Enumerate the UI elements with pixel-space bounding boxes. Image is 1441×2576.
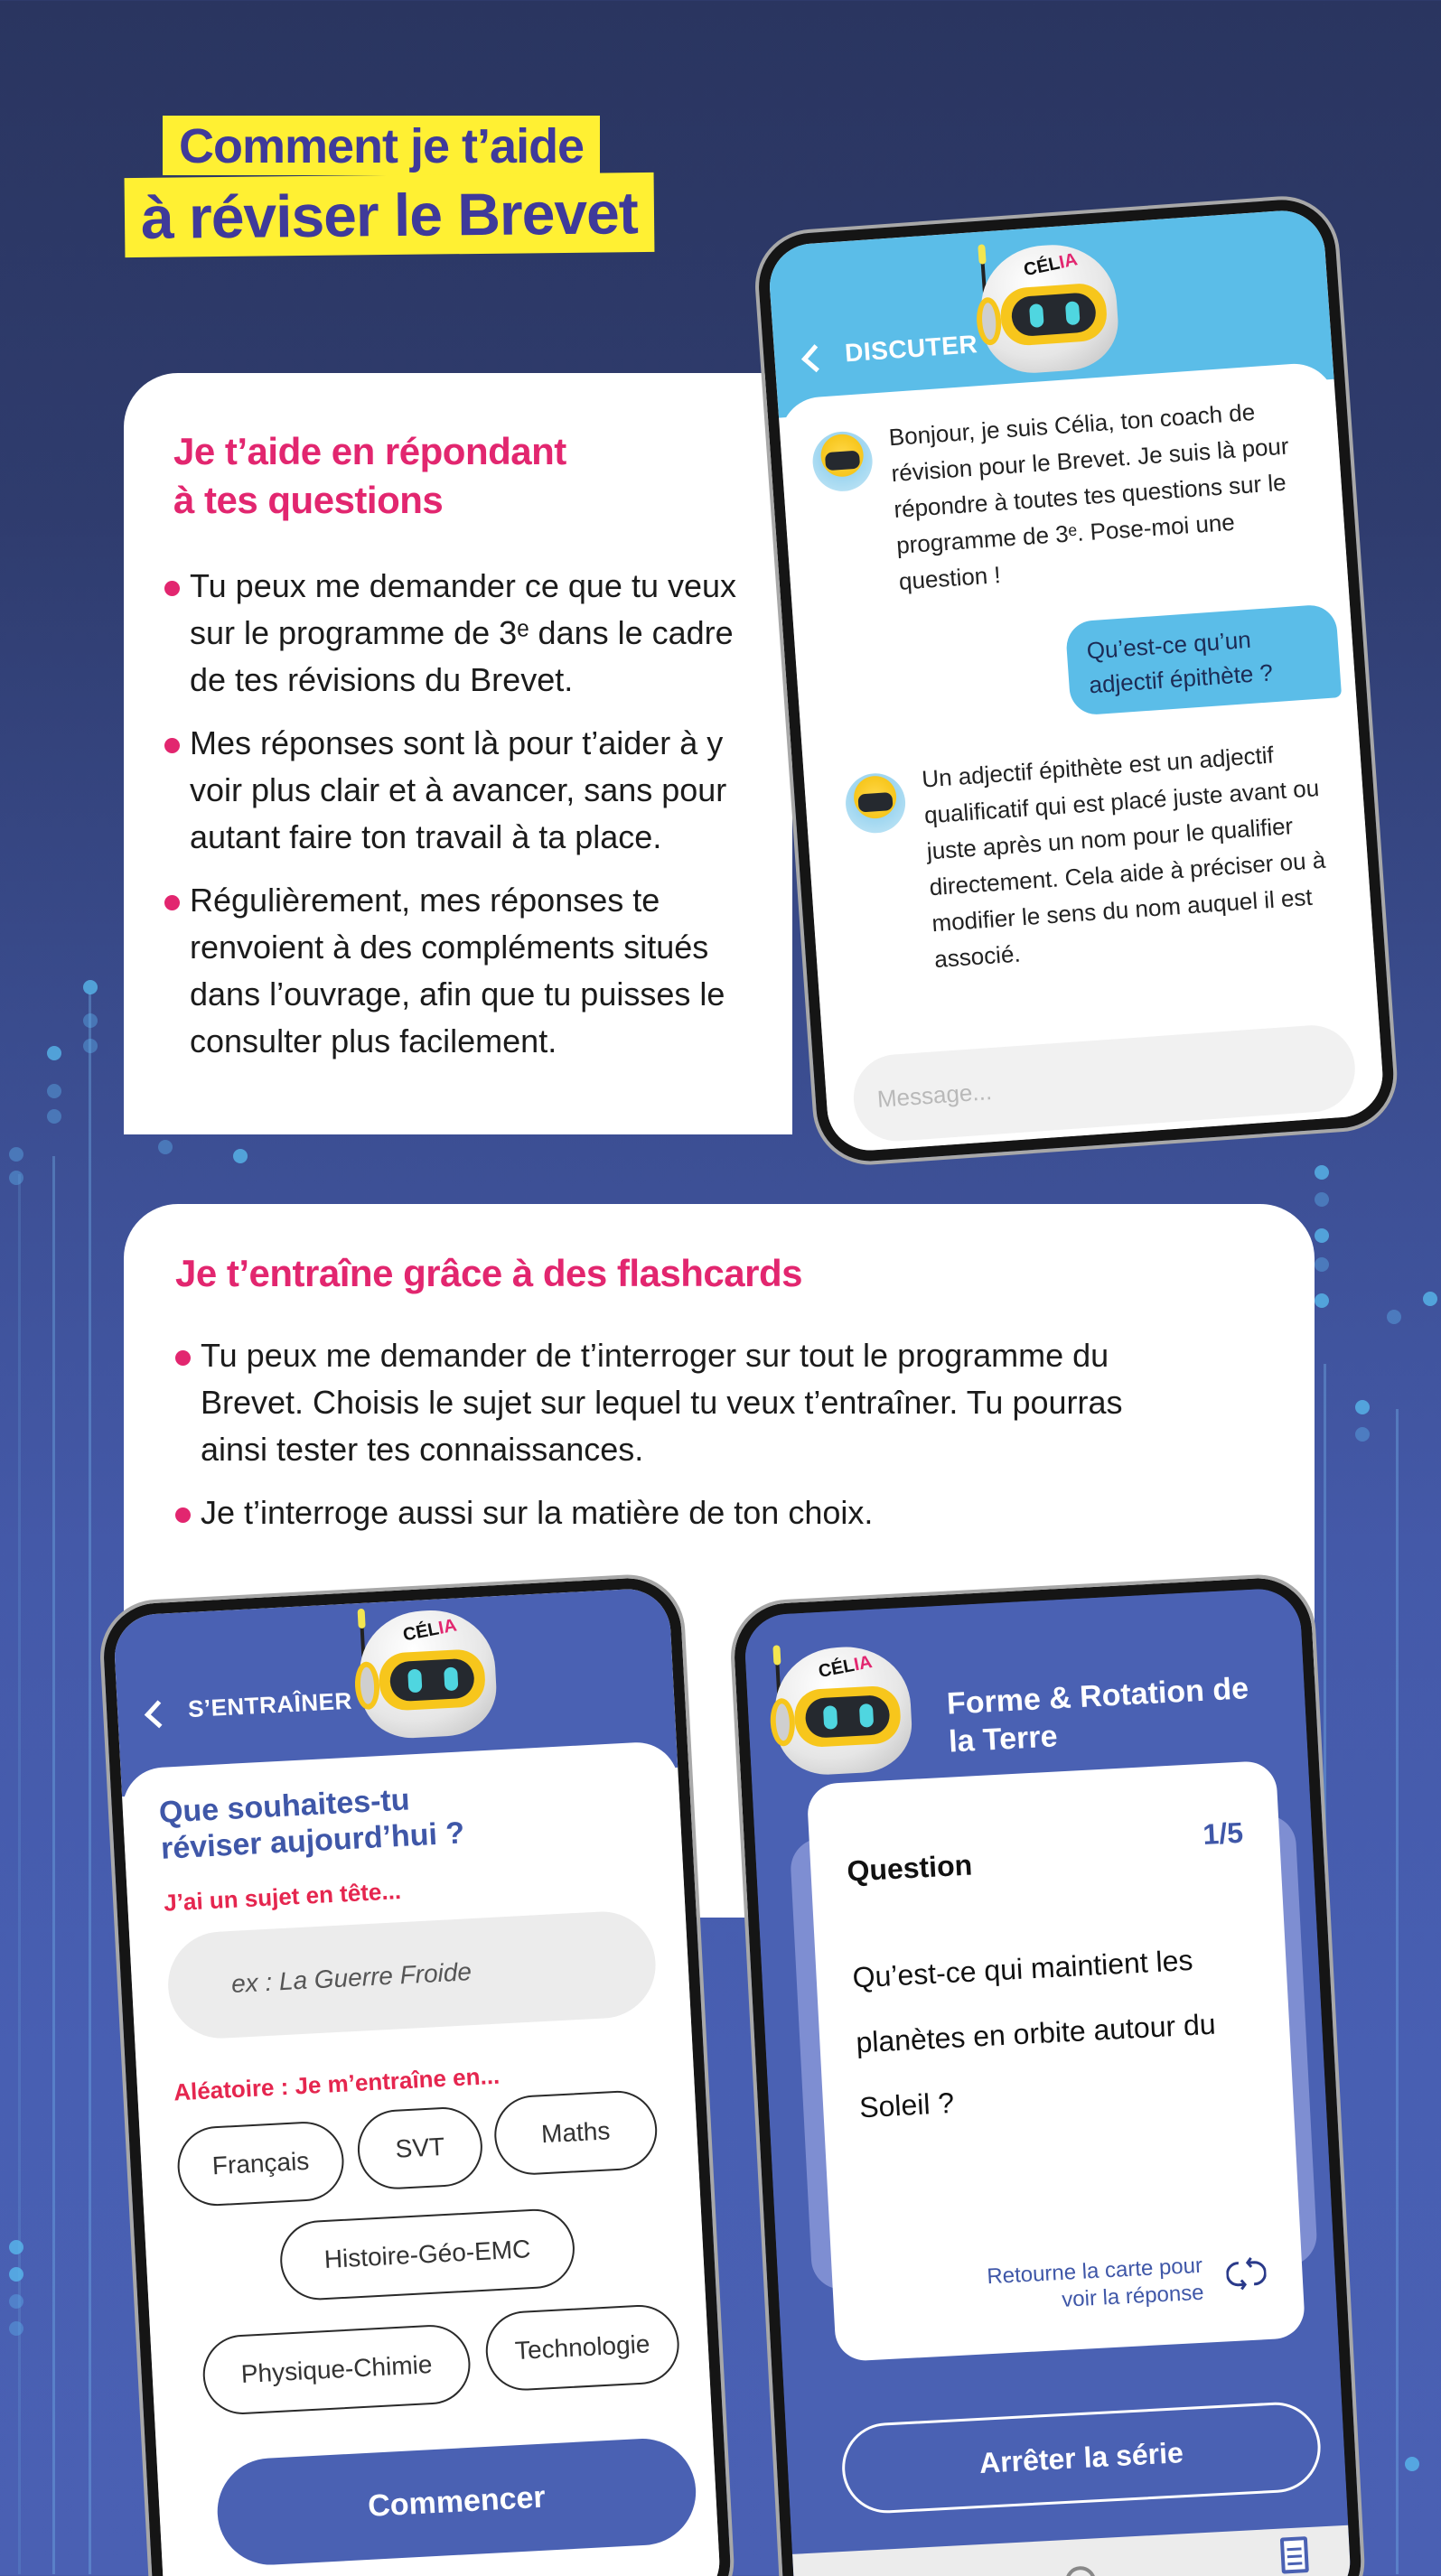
start-button[interactable]: Commencer [215, 2436, 698, 2568]
bullet-item: Régulièrement, mes réponses te renvoient à des compléments situés dans l’ouvrage, afin que tu puisses le consulter plus facilement. [164, 877, 761, 1065]
topic-label: J’ai un sujet en tête... [163, 1877, 402, 1917]
flashcard[interactable] [806, 1760, 1305, 2362]
subject-chip-technologie[interactable]: Technologie [484, 2303, 681, 2393]
subject-chip-svt[interactable]: SVT [356, 2105, 484, 2191]
subject-chip-francais[interactable]: Français [175, 2120, 345, 2208]
train-body [121, 1741, 722, 2576]
subject-chip-histoire-geo-emc[interactable]: Histoire-Géo-EMC [278, 2207, 576, 2302]
bot-message: Bonjour, je suis Célia, ton coach de révision pour le Brevet. Je suis là pour répondre à toutes tes questions sur le programme de 3ᵉ. Pose-moi une question ! [887, 397, 1290, 595]
train-header-title: S’ENTRAÎNER [187, 1686, 353, 1723]
back-chevron-icon[interactable] [145, 1700, 173, 1728]
deck-title: Forme & Rotation de la Terre [946, 1671, 1249, 1759]
subject-chip-physique-chimie[interactable]: Physique-Chimie [201, 2323, 473, 2416]
flashcard-label: Question [846, 1848, 973, 1888]
chat-thread [778, 361, 1386, 1153]
user-message-bubble: Qu’est-ce qu’un adjectif épithète ? [1065, 603, 1343, 716]
flip-card-icon[interactable] [1226, 2256, 1268, 2291]
flashcard-question: Qu’est-ce qui maintient les planètes en orbite autour du Soleil ? [851, 1943, 1217, 2124]
chat-phone-mockup [755, 196, 1397, 1164]
notes-icon[interactable] [1280, 2536, 1309, 2574]
heading-line-2: à tes questions [173, 479, 444, 521]
flashcards-feature-heading: Je t’entraîne grâce à des flashcards [175, 1252, 803, 1294]
bot-avatar-icon [844, 771, 907, 835]
bot-avatar-icon [810, 430, 874, 493]
celia-robot-icon: CÉLIA [357, 1607, 499, 1741]
page-title-line-1: Comment je t’aide [163, 116, 600, 175]
train-phone-mockup [101, 1576, 733, 2576]
back-chevron-icon[interactable] [801, 344, 829, 372]
chat-feature-heading [173, 427, 566, 525]
heading-line-1: Je t’aide en répondant [173, 430, 566, 472]
topic-input[interactable]: ex : La Guerre Froide [165, 1909, 658, 2041]
random-label: Aléatoire : Je m’entraîne en... [173, 2061, 501, 2106]
page-title-line-2: à réviser le Brevet [125, 173, 655, 257]
train-question-title: Que souhaites-tu réviser aujourd’hui ? [158, 1782, 466, 1866]
celia-robot-icon: CÉLIA [978, 240, 1121, 376]
flip-hint: Retourne la carte pour voir la réponse [986, 2253, 1205, 2312]
flashcard-progress: 1/5 [1202, 1815, 1244, 1852]
bullet-item: Je t’interroge aussi sur la matière de ton choix. [175, 1489, 1187, 1536]
subject-chip-maths[interactable]: Maths [492, 2089, 659, 2177]
bullet-item: Tu peux me demander ce que tu veux sur le programme de 3ᵉ dans le cadre de tes révisions du Brevet. [164, 563, 761, 704]
message-input[interactable]: Message... [851, 1022, 1358, 1144]
flashcards-feature-bullets [175, 1332, 1187, 1536]
home-icon[interactable] [1064, 2565, 1097, 2576]
bot-message: Un adjectif épithète est un adjectif qualificatif qui est placé juste avant ou juste après un nom pour le qualifier directement. Cela aide à préciser ou à modifier le sens du nom auquel il est associé. [921, 741, 1327, 974]
chat-feature-card [124, 373, 792, 1134]
chat-header-title: DISCUTER [844, 330, 979, 368]
bullet-item: Tu peux me demander de t’interroger sur tout le programme du Brevet. Choisis le sujet sur lequel tu veux t’entraîner. Tu pourras ainsi tester tes connaissances. [175, 1332, 1187, 1473]
chat-feature-bullets [164, 563, 761, 1065]
stop-series-button[interactable]: Arrêter la série [840, 2400, 1324, 2515]
celia-robot-icon: CÉLIA [772, 1644, 914, 1778]
flashcard-phone-mockup [732, 1576, 1363, 2576]
bullet-item: Mes réponses sont là pour t’aider à y voir plus clair et à avancer, sans pour autant faire ton travail à ta place. [164, 720, 761, 861]
